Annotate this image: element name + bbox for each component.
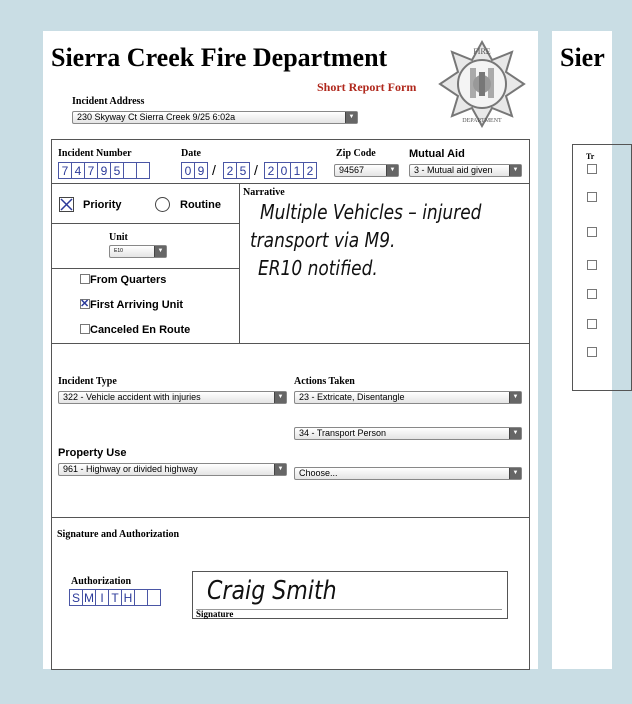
date-digit: 2: [264, 162, 278, 179]
checkbox-icon[interactable]: [587, 319, 597, 329]
authorization-char: [147, 589, 161, 606]
chevron-down-icon: ▼: [509, 392, 521, 403]
canceled-checkbox[interactable]: [80, 324, 190, 336]
incident-number-digit: 7: [58, 162, 72, 179]
logo-text-bottom: DEPARTMENT: [462, 118, 502, 124]
logo-text-top: FIRE: [473, 47, 491, 56]
incident-number-digit: 4: [71, 162, 85, 179]
divider: [51, 223, 239, 224]
checkbox-icon[interactable]: [587, 192, 597, 202]
authorization-label: Authorization: [71, 576, 131, 587]
date-digit: 9: [194, 162, 208, 179]
narrative-label: Narrative: [243, 187, 285, 198]
date-separator: /: [254, 162, 258, 178]
check-mark-icon: [59, 197, 74, 212]
incident-number-digit: 7: [84, 162, 98, 179]
date-digit: 0: [181, 162, 195, 179]
authorization-field[interactable]: [69, 589, 160, 606]
second-page-form-border: [572, 144, 632, 391]
incident-type-value: 322 - Vehicle accident with injuries: [63, 392, 201, 402]
date-digit: 5: [236, 162, 250, 179]
authorization-char: M: [84, 591, 94, 605]
actions-taken-select-1[interactable]: [294, 391, 522, 404]
date-digit: 2: [303, 162, 317, 179]
checkbox-icon[interactable]: [587, 289, 597, 299]
checkbox-icon[interactable]: [587, 347, 597, 357]
second-report-page: [552, 31, 612, 669]
actions-taken-value: Choose...: [299, 468, 338, 478]
checkbox-icon[interactable]: [587, 164, 597, 174]
chevron-down-icon: ▼: [509, 468, 521, 479]
incident-type-select[interactable]: [58, 391, 287, 404]
narrative-line: ER10 notified.: [258, 256, 378, 280]
divider: [51, 268, 239, 269]
incident-type-label: Incident Type: [58, 376, 117, 387]
actions-taken-value: 34 - Transport Person: [299, 428, 387, 438]
fire-department-logo-icon: [436, 38, 528, 130]
incident-number-digit: 5: [110, 162, 124, 179]
mutual-aid-label: Mutual Aid: [409, 148, 465, 160]
mutual-aid-select[interactable]: [409, 164, 522, 177]
authorization-char: S: [69, 589, 83, 606]
property-use-label: Property Use: [58, 447, 127, 459]
zip-code-value: 94567: [339, 165, 365, 175]
checkbox-icon[interactable]: [587, 260, 597, 270]
date-digit: 1: [290, 162, 304, 179]
form-subtitle: Short Report Form: [317, 80, 417, 94]
property-use-select[interactable]: [58, 463, 287, 476]
checkbox-checked-icon: [80, 299, 90, 309]
chevron-down-icon: ▼: [274, 392, 286, 403]
incident-number-digit: 9: [97, 162, 111, 179]
date-month-field[interactable]: [181, 162, 207, 179]
chevron-down-icon: ▼: [386, 165, 398, 176]
chevron-down-icon: ▼: [274, 464, 286, 475]
canceled-label: Canceled En Route: [90, 324, 191, 336]
unit-select[interactable]: [109, 245, 167, 258]
actions-taken-select-3[interactable]: [294, 467, 522, 480]
chevron-down-icon: ▼: [509, 428, 521, 439]
authorization-char: H: [121, 589, 135, 606]
actions-taken-value: 23 - Extricate, Disentangle: [299, 392, 405, 402]
signature-label: Signature: [196, 609, 234, 619]
date-year-field[interactable]: [264, 162, 316, 179]
narrative-textarea[interactable]: [240, 184, 530, 343]
chevron-down-icon: ▼: [345, 112, 357, 123]
routine-radio[interactable]: [155, 197, 170, 212]
signature-line: [196, 609, 502, 610]
date-digit: 2: [223, 162, 237, 179]
divider: [51, 517, 530, 518]
priority-label: Priority: [83, 199, 122, 211]
incident-number-digit: [123, 162, 137, 179]
divider: [51, 343, 530, 344]
signature-value: Craig Smith: [207, 576, 337, 606]
routine-label: Routine: [180, 199, 221, 211]
report-form-page: [43, 31, 538, 669]
priority-radio[interactable]: [59, 197, 74, 212]
actions-taken-label: Actions Taken: [294, 376, 355, 387]
second-page-label: Tr: [586, 152, 595, 161]
date-label: Date: [181, 148, 201, 159]
checkbox-icon: [80, 274, 90, 284]
chevron-down-icon: ▼: [154, 246, 166, 257]
checkbox-icon: [80, 324, 90, 334]
from-quarters-label: From Quarters: [90, 274, 167, 286]
checkbox-icon[interactable]: [587, 227, 597, 237]
second-page-title: Sier: [560, 43, 605, 72]
date-day-field[interactable]: [223, 162, 249, 179]
mutual-aid-value: 3 - Mutual aid given: [414, 165, 493, 175]
zip-code-label: Zip Code: [336, 148, 376, 159]
from-quarters-checkbox[interactable]: [80, 274, 166, 286]
authorization-char: [134, 589, 148, 606]
incident-number-field[interactable]: [58, 162, 149, 179]
property-use-value: 961 - Highway or divided highway: [63, 464, 198, 474]
incident-address-value: 230 Skyway Ct Sierra Creek 9/25 6:02a: [77, 112, 236, 122]
narrative-line: Multiple Vehicles – injured: [260, 200, 482, 224]
unit-label: Unit: [109, 232, 128, 243]
signature-field[interactable]: [192, 571, 508, 619]
chevron-down-icon: ▼: [509, 165, 521, 176]
narrative-line: transport via M9.: [250, 228, 396, 252]
first-arriving-label: First Arriving Unit: [90, 299, 184, 311]
zip-code-select[interactable]: [334, 164, 399, 177]
actions-taken-select-2[interactable]: [294, 427, 522, 440]
date-separator: /: [212, 162, 216, 178]
authorization-char: T: [108, 589, 122, 606]
first-arriving-checkbox[interactable]: [80, 299, 183, 311]
incident-address-label: Incident Address: [72, 96, 145, 107]
incident-address-select[interactable]: [72, 111, 358, 124]
incident-number-label: Incident Number: [58, 148, 132, 159]
incident-number-digit: [136, 162, 150, 179]
unit-value: E10: [114, 248, 123, 254]
authorization-char: I: [95, 589, 109, 606]
signature-section-label: Signature and Authorization: [57, 529, 180, 540]
form-title: Sierra Creek Fire Department: [51, 43, 388, 72]
date-digit: 0: [277, 162, 291, 179]
